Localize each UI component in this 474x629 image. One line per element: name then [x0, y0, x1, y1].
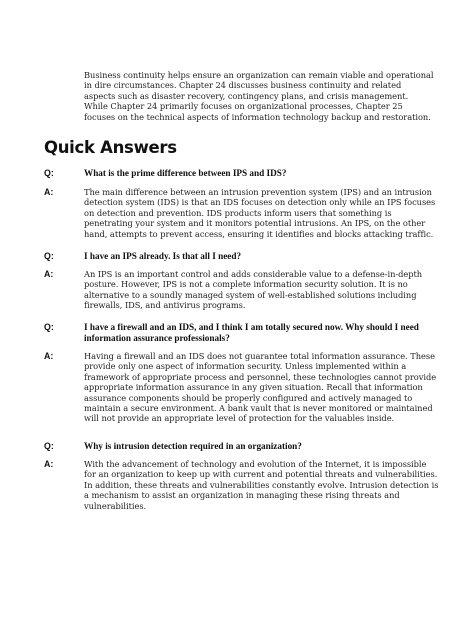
answer-text: With the advancement of technology and evolution of the Internet, it is impossible for an organization to keep up with current and potential threats and vulnerabilities. In addition, these threats and vulnerabilities constantly evolve. Intrusion detection is a mechanism to assist an organization in managing these rising threats and vulnerabilities.	[84, 459, 439, 511]
question-text: What is the prime difference between IPS and IDS?	[84, 168, 287, 178]
question-row	[44, 441, 440, 452]
answer-text: The main difference between an intrusion prevention system (IPS) and an intrusion detection system (IDS) is that an IDS focuses on detection only while an IPS focuses on detection and prevention. IDS products inform users that something is penetrating your system and it monitors potential intrusions. An IPS, on the other hand, attempts to prevent access, ensuring it identifies and blocks attacking traffic.	[84, 187, 436, 239]
qa-item	[44, 322, 440, 424]
question-label: Q:	[44, 441, 54, 451]
question-text: Why is intrusion detection required in an organization?	[84, 441, 302, 451]
qa-item	[44, 168, 440, 239]
question-text: I have a firewall and an IDS, and I think I am totally secured now. Why should I need information assurance professionals?	[84, 322, 419, 343]
question-row	[44, 322, 440, 344]
question-label: Q:	[44, 168, 54, 178]
answer-label: A:	[44, 459, 54, 469]
answer-text: Having a firewall and an IDS does not guarantee total information assurance. These provide only one aspect of information security. Unless implemented within a framework of appropriate process and personnel, these technologies cannot provide appropriate information assurance in any given situation. Recall that information assurance components should be properly configured and actively managed to maintain a secure environment. A bank vault that is never monitored or maintained will not provide an appropriate level of protection for the valuables inside.	[84, 351, 437, 424]
answer-row	[44, 187, 440, 239]
question-row	[44, 251, 440, 262]
answer-row	[44, 351, 440, 424]
answer-row	[44, 269, 440, 311]
question-row	[44, 168, 440, 179]
answer-label: A:	[44, 351, 54, 361]
question-label: Q:	[44, 251, 54, 261]
qa-item	[44, 441, 440, 511]
qa-item	[44, 251, 440, 311]
answer-label: A:	[44, 269, 54, 279]
answer-text: An IPS is an important control and adds considerable value to a defense-in-depth posture. However, IPS is not a complete information security solution. It is no alternative to a soundly managed system of well-established solutions including firewalls, IDS, and antivirus programs.	[84, 269, 423, 311]
question-label: Q:	[44, 322, 54, 332]
question-text: I have an IPS already. Is that all I need?	[84, 251, 242, 261]
intro-paragraph: Business continuity helps ensure an organization can remain viable and operational in dire circumstances. Chapter 24 discusses business continuity and related aspects such as disaster recovery, contingency plans, and crisis management. While Chapter 24 primarily focuses on organizational processes, Chapter 25 focuses on the technical aspects of information technology backup and restoration.	[84, 70, 434, 122]
answer-label: A:	[44, 187, 54, 197]
answer-row	[44, 459, 440, 511]
section-heading: Quick Answers	[44, 138, 177, 157]
